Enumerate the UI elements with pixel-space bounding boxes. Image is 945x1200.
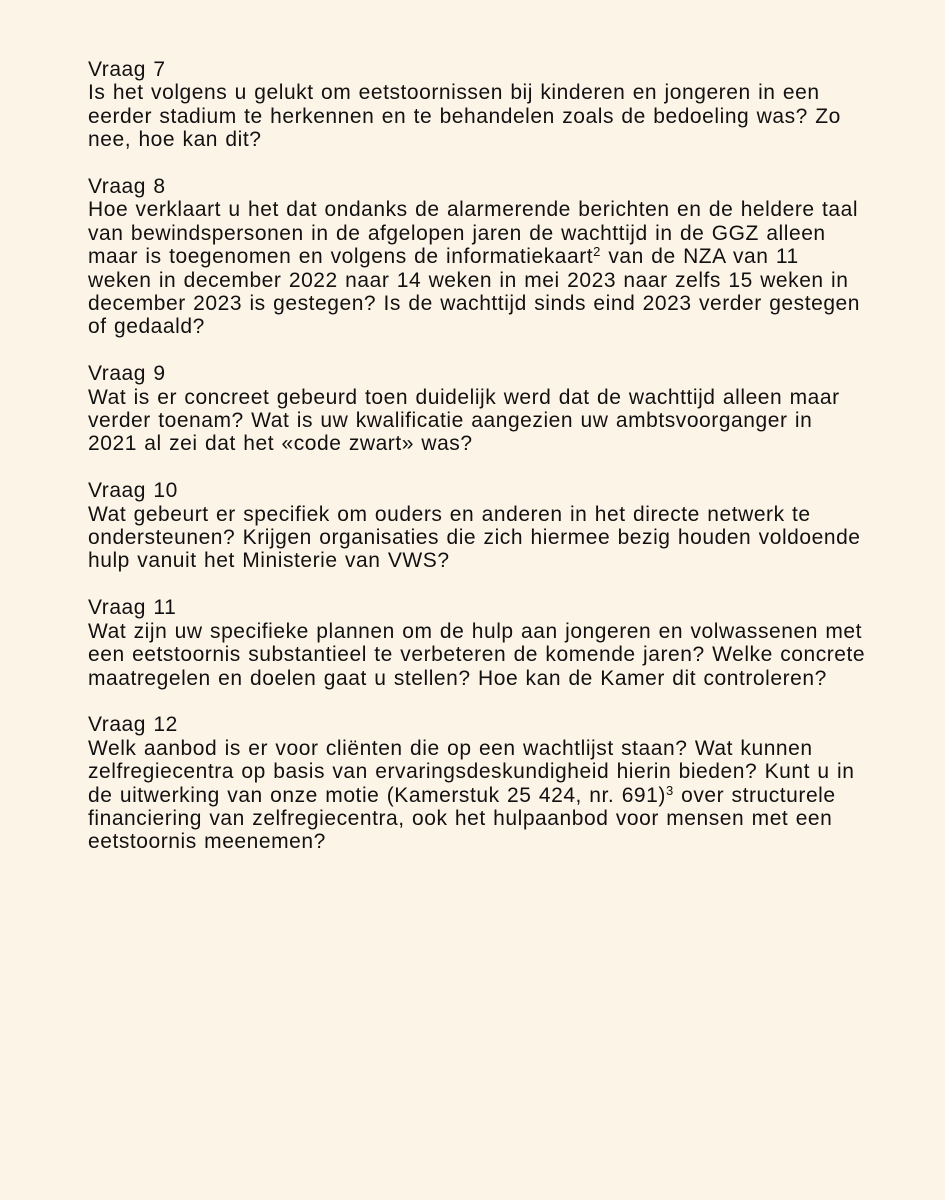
question-line: 2021 al zei dat het «code zwart» was? [88,432,473,456]
question-line-text: de uitwerking van onze motie (Kamerstuk 25 424, nr. 691) [88,783,666,807]
question-line-text: maar is toegenomen en volgens de informatiekaart [88,245,594,269]
question-line [88,784,868,807]
question-line: verder toenam? Wat is uw kwalificatie aangezien uw ambtsvoorganger in [88,409,813,433]
question-line: Wat gebeurt er specifiek om ouders en anderen in het directe netwerk te [88,502,811,526]
question-line: van bewindspersonen in de afgelopen jaren de wachttijd in de GGZ alleen [88,221,826,245]
question-line: maatregelen en doelen gaat u stellen? Hoe kan de Kamer dit controleren? [88,666,827,690]
question-11 [88,596,868,690]
document-page [88,58,868,877]
question-line: of gedaald? [88,315,205,339]
question-line: Wat is er concreet gebeurd toen duidelijk werd dat de wachttijd alleen maar [88,385,840,409]
question-line: december 2023 is gestegen? Is de wachttijd sinds eind 2023 verder gestegen [88,292,861,316]
question-line: eerder stadium te herkennen en te behandelen zoals de bedoeling was? Zo [88,104,841,128]
question-line: hulp vanuit het Ministerie van VWS? [88,549,450,573]
question-line: eetstoornis meenemen? [88,830,326,854]
question-8 [88,175,868,339]
question-heading: Vraag 8 [88,175,166,199]
question-line: Wat zijn uw specifieke plannen om de hulp aan jongeren en volwassenen met [88,619,862,643]
question-line: financiering van zelfregiecentra, ook het hulpaanbod voor mensen met een [88,806,833,830]
question-line: Is het volgens u gelukt om eetstoornissen bij kinderen en jongeren in een [88,81,820,105]
question-12 [88,713,868,853]
question-line: weken in december 2022 naar 14 weken in mei 2023 naar zelfs 15 weken in [88,268,849,292]
question-7 [88,58,868,152]
question-9 [88,362,868,456]
question-line [88,245,868,268]
question-line: een eetstoornis substantieel te verbeteren de komende jaren? Welke concrete [88,643,866,667]
question-line: nee, hoe kan dit? [88,128,262,152]
footnote-2-marker: 2 [593,244,601,260]
question-heading: Vraag 12 [88,713,178,737]
question-line: zelfregiecentra op basis van ervaringsdeskundigheid hierin bieden? Kunt u in [88,760,855,784]
question-heading: Vraag 10 [88,479,178,503]
question-line: Welk aanbod is er voor cliënten die op een wachtlijst staan? Wat kunnen [88,736,813,760]
question-heading: Vraag 9 [88,362,166,386]
question-line-text: van de NZA van 11 [600,245,799,269]
question-heading: Vraag 11 [88,596,177,620]
footnote-3-marker: 3 [665,782,674,798]
question-10 [88,479,868,573]
question-heading: Vraag 7 [88,58,166,81]
question-line: Hoe verklaart u het dat ondanks de alarmerende berichten en de heldere taal [88,198,859,222]
question-line: ondersteunen? Krijgen organisaties die zich hiermee bezig houden voldoende [88,526,861,550]
question-line-text: over structurele [673,783,836,807]
